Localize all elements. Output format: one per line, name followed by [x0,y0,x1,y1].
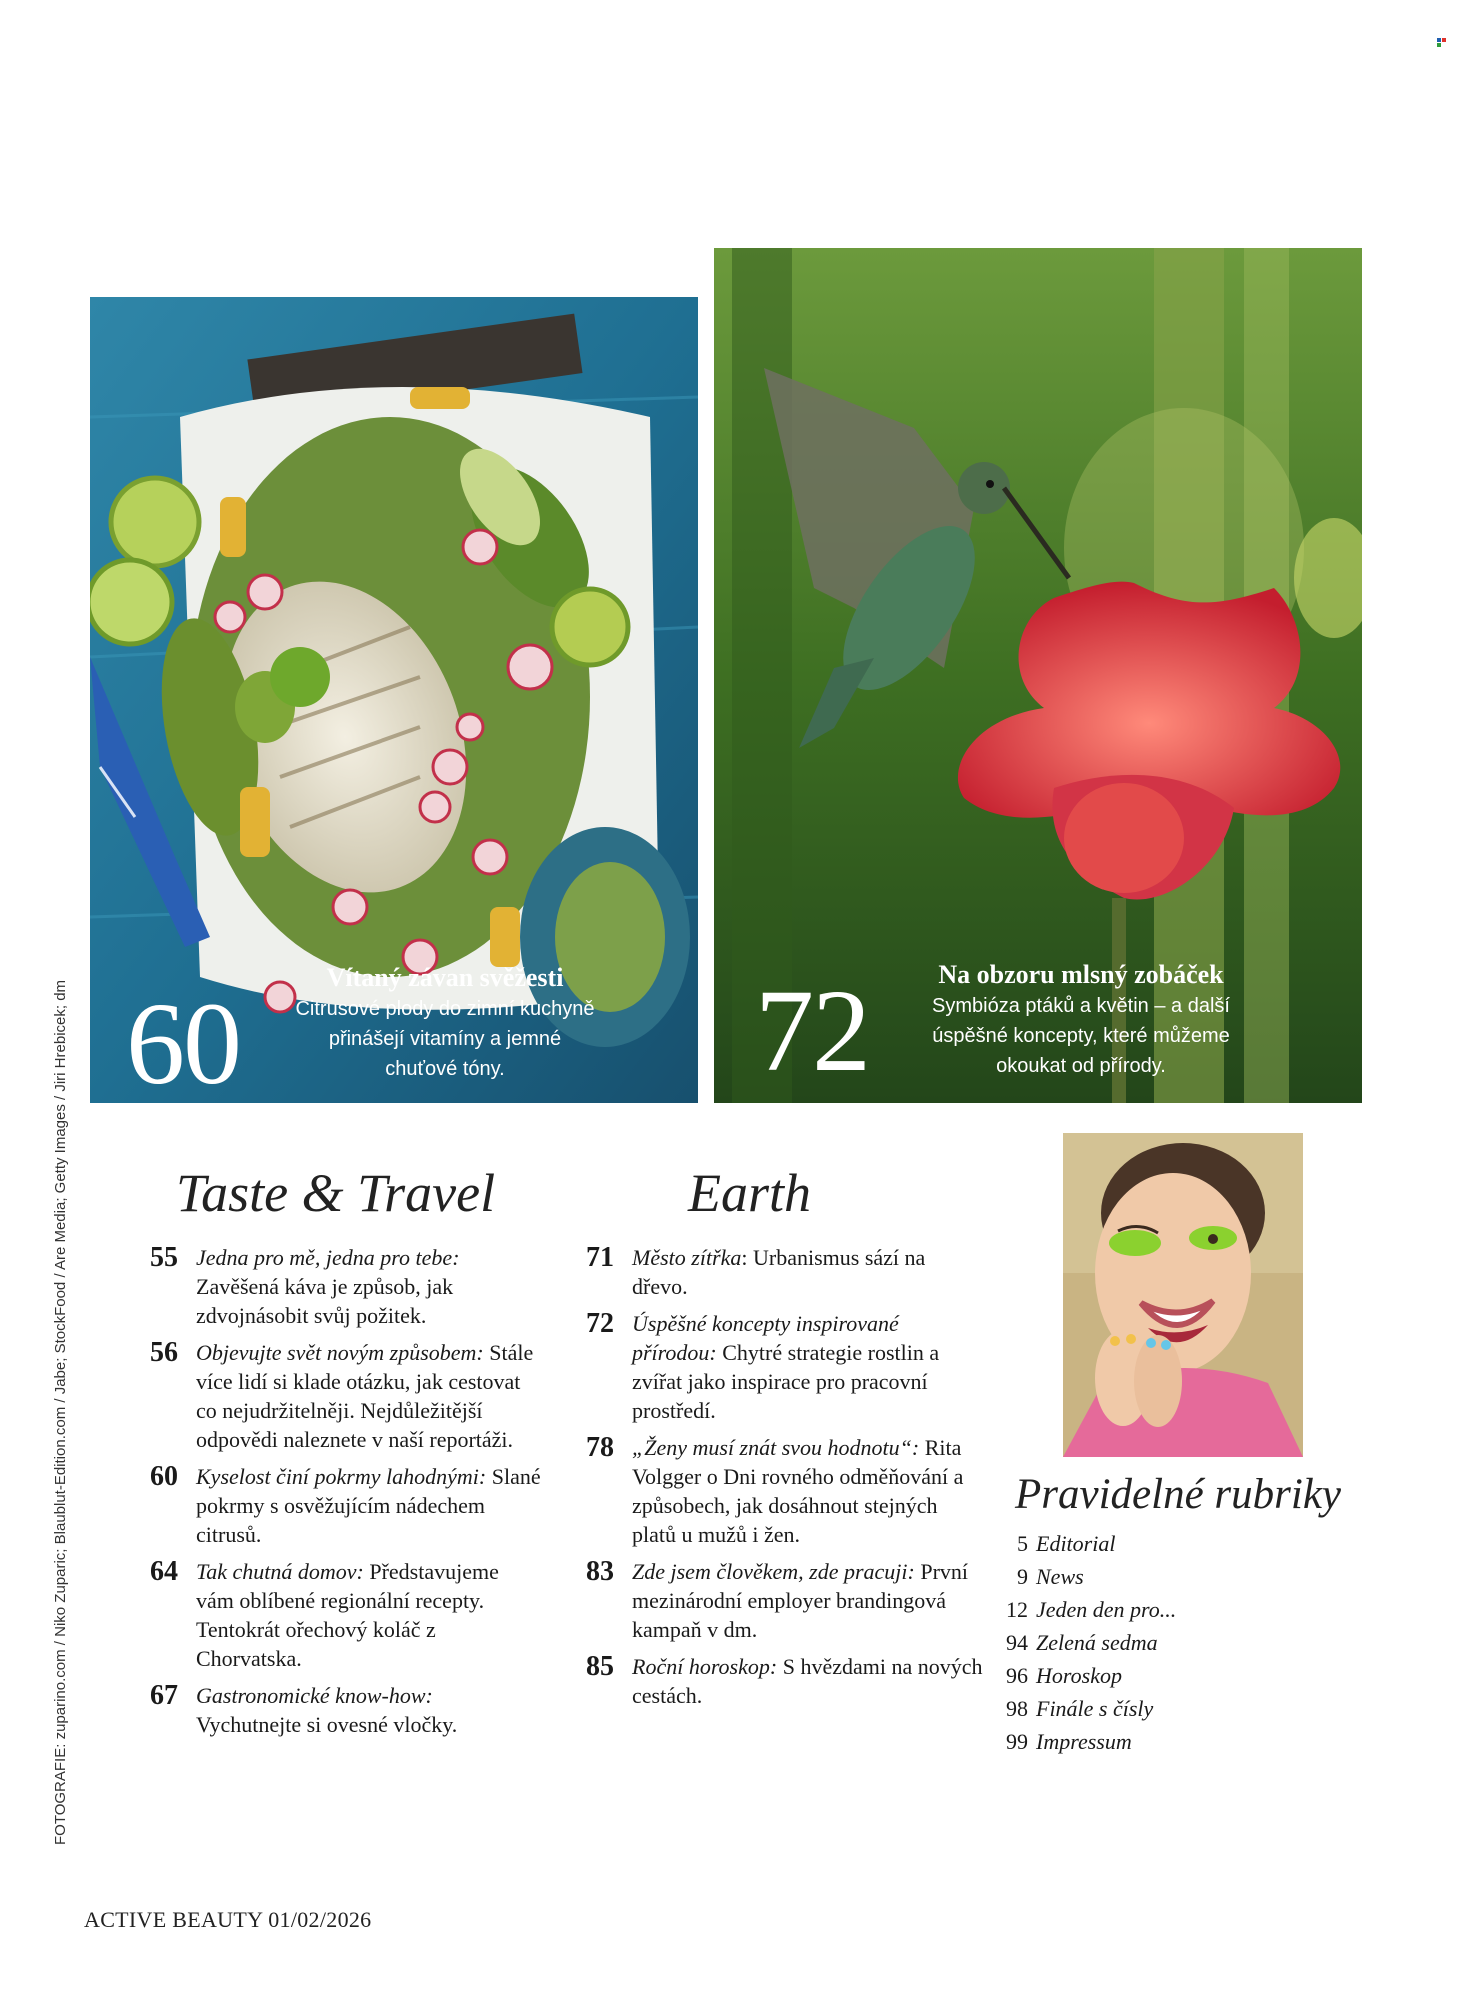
toc-entry[interactable] [586,1433,986,1549]
entry-heading: „Ženy musí znát svou hodnotu“: [632,1435,920,1460]
list-item[interactable] [992,1692,1176,1725]
page-number: 94 [1006,1630,1028,1655]
page-number: 71 [586,1242,614,1273]
list-item[interactable] [992,1626,1176,1659]
portrait-photo [1063,1133,1303,1457]
entry-text: Rita Volgger o Dni rovného odměňování a způsobech, jak dosáhnout stejných platů u mužů i žen. [632,1435,964,1547]
page-number: 85 [586,1651,614,1682]
page-number: 72 [586,1308,614,1339]
entry-text: : Urbanismus sází na dřevo. [632,1245,926,1299]
toc-entry[interactable] [150,1681,542,1739]
page-number: 55 [150,1242,178,1273]
section-title-earth: Earth [688,1163,812,1223]
toc-entry[interactable] [586,1243,986,1301]
toc-entry[interactable] [586,1557,986,1644]
toc-entry[interactable] [586,1309,986,1425]
page-number: 78 [586,1432,614,1463]
entry-heading: Město zítřka [632,1245,742,1270]
item-label: Horoskop [1036,1663,1122,1688]
earth-list [586,1243,986,1718]
feature-text-food: Citrusové plody do zimní kuchyně přinášejí vitamíny a jemné chuťové tóny. [295,998,595,1080]
entry-heading: Úspěšné koncepty inspirované přírodou: [632,1311,899,1365]
entry-text: První mezinárodní employer brandingová kampaň v dm. [632,1559,969,1642]
item-label: News [1036,1564,1084,1589]
entry-heading: Roční horoskop: [632,1654,778,1679]
page-number: 67 [150,1680,178,1711]
page-number: 56 [150,1337,178,1368]
entry-heading: Gastronomické know-how: [196,1683,433,1708]
page-number: 64 [150,1556,178,1587]
toc-entry[interactable] [150,1462,542,1549]
entry-heading: Kyselost činí pokrmy lahodnými: [196,1464,487,1489]
entry-text: Zavěšená káva je způsob, jak zdvojnásobit svůj požitek. [196,1274,454,1328]
feature-title-food: Vítaný závan svěžesti [326,963,564,992]
list-item[interactable] [992,1593,1176,1626]
entry-heading: Objevujte svět novým způsobem: [196,1340,484,1365]
item-label: Finále s čísly [1036,1696,1154,1721]
photo-credit: FOTOGRAFIE: zuparino.com / Niko Zuparic; Blaublut-Edition.com / Jabe; StockFood / Are Media; Getty Images / Jiri Hrebicek; dm [52,979,69,1845]
entry-text: Představujeme vám oblíbené regionální recepty. Tentokrát ořechový koláč z Chorvatska. [196,1559,499,1671]
page-number: 12 [1006,1597,1028,1622]
regular-columns-list [992,1527,1176,1758]
item-label: Editorial [1036,1531,1116,1556]
feature-title-bird: Na obzoru mlsný zobáček [938,960,1224,989]
feature-number-food: 60 [126,978,240,1109]
entry-heading: Jedna pro mě, jedna pro tebe: [196,1245,460,1270]
page-number: 99 [1006,1729,1028,1754]
page-number: 5 [1017,1531,1028,1556]
entry-heading: Tak chutná domov: [196,1559,364,1584]
entry-text: Slané pokrmy s osvěžujícím nádechem citrusů. [196,1464,541,1547]
magazine-footer: ACTIVE BEAUTY 01/02/2026 [84,1907,372,1932]
list-item[interactable] [992,1659,1176,1692]
toc-entry[interactable] [150,1557,542,1673]
item-label: Jeden den pro... [1036,1597,1177,1622]
taste-travel-list [150,1243,542,1747]
toc-entry[interactable] [586,1652,986,1710]
feature-number-bird: 72 [755,965,869,1096]
entry-text: Vychutnejte si ovesné vločky. [196,1712,458,1737]
page-number: 96 [1006,1663,1028,1688]
list-item[interactable] [992,1527,1176,1560]
entry-text: Chytré strategie rostlin a zvířat jako inspirace pro pracovní prostředí. [632,1340,940,1423]
page-number: 60 [150,1461,178,1492]
page-number: 98 [1006,1696,1028,1721]
entry-text: S hvězdami na nových cestách. [632,1654,983,1708]
entry-heading: Zde jsem člověkem, zde pracuji: [632,1559,915,1584]
toc-entry[interactable] [150,1338,542,1454]
entry-text: Stále více lidí si klade otázku, jak cestovat co nejudržitelněji. Nejdůležitější odpovědi naleznete v naší reportáži. [196,1340,534,1452]
corner-color-mark [1437,38,1446,47]
regular-columns-title: Pravidelné rubriky [1015,1471,1341,1518]
page-number: 83 [586,1556,614,1587]
list-item[interactable] [992,1725,1176,1758]
item-label: Zelená sedma [1036,1630,1158,1655]
section-title-taste-travel: Taste & Travel [176,1163,496,1223]
list-item[interactable] [992,1560,1176,1593]
item-label: Impressum [1036,1729,1132,1754]
page-number: 9 [1017,1564,1028,1589]
feature-text-bird: Symbióza ptáků a květin – a další úspěšné koncepty, které můžeme okoukat od přírody. [932,995,1230,1077]
toc-entry[interactable] [150,1243,542,1330]
